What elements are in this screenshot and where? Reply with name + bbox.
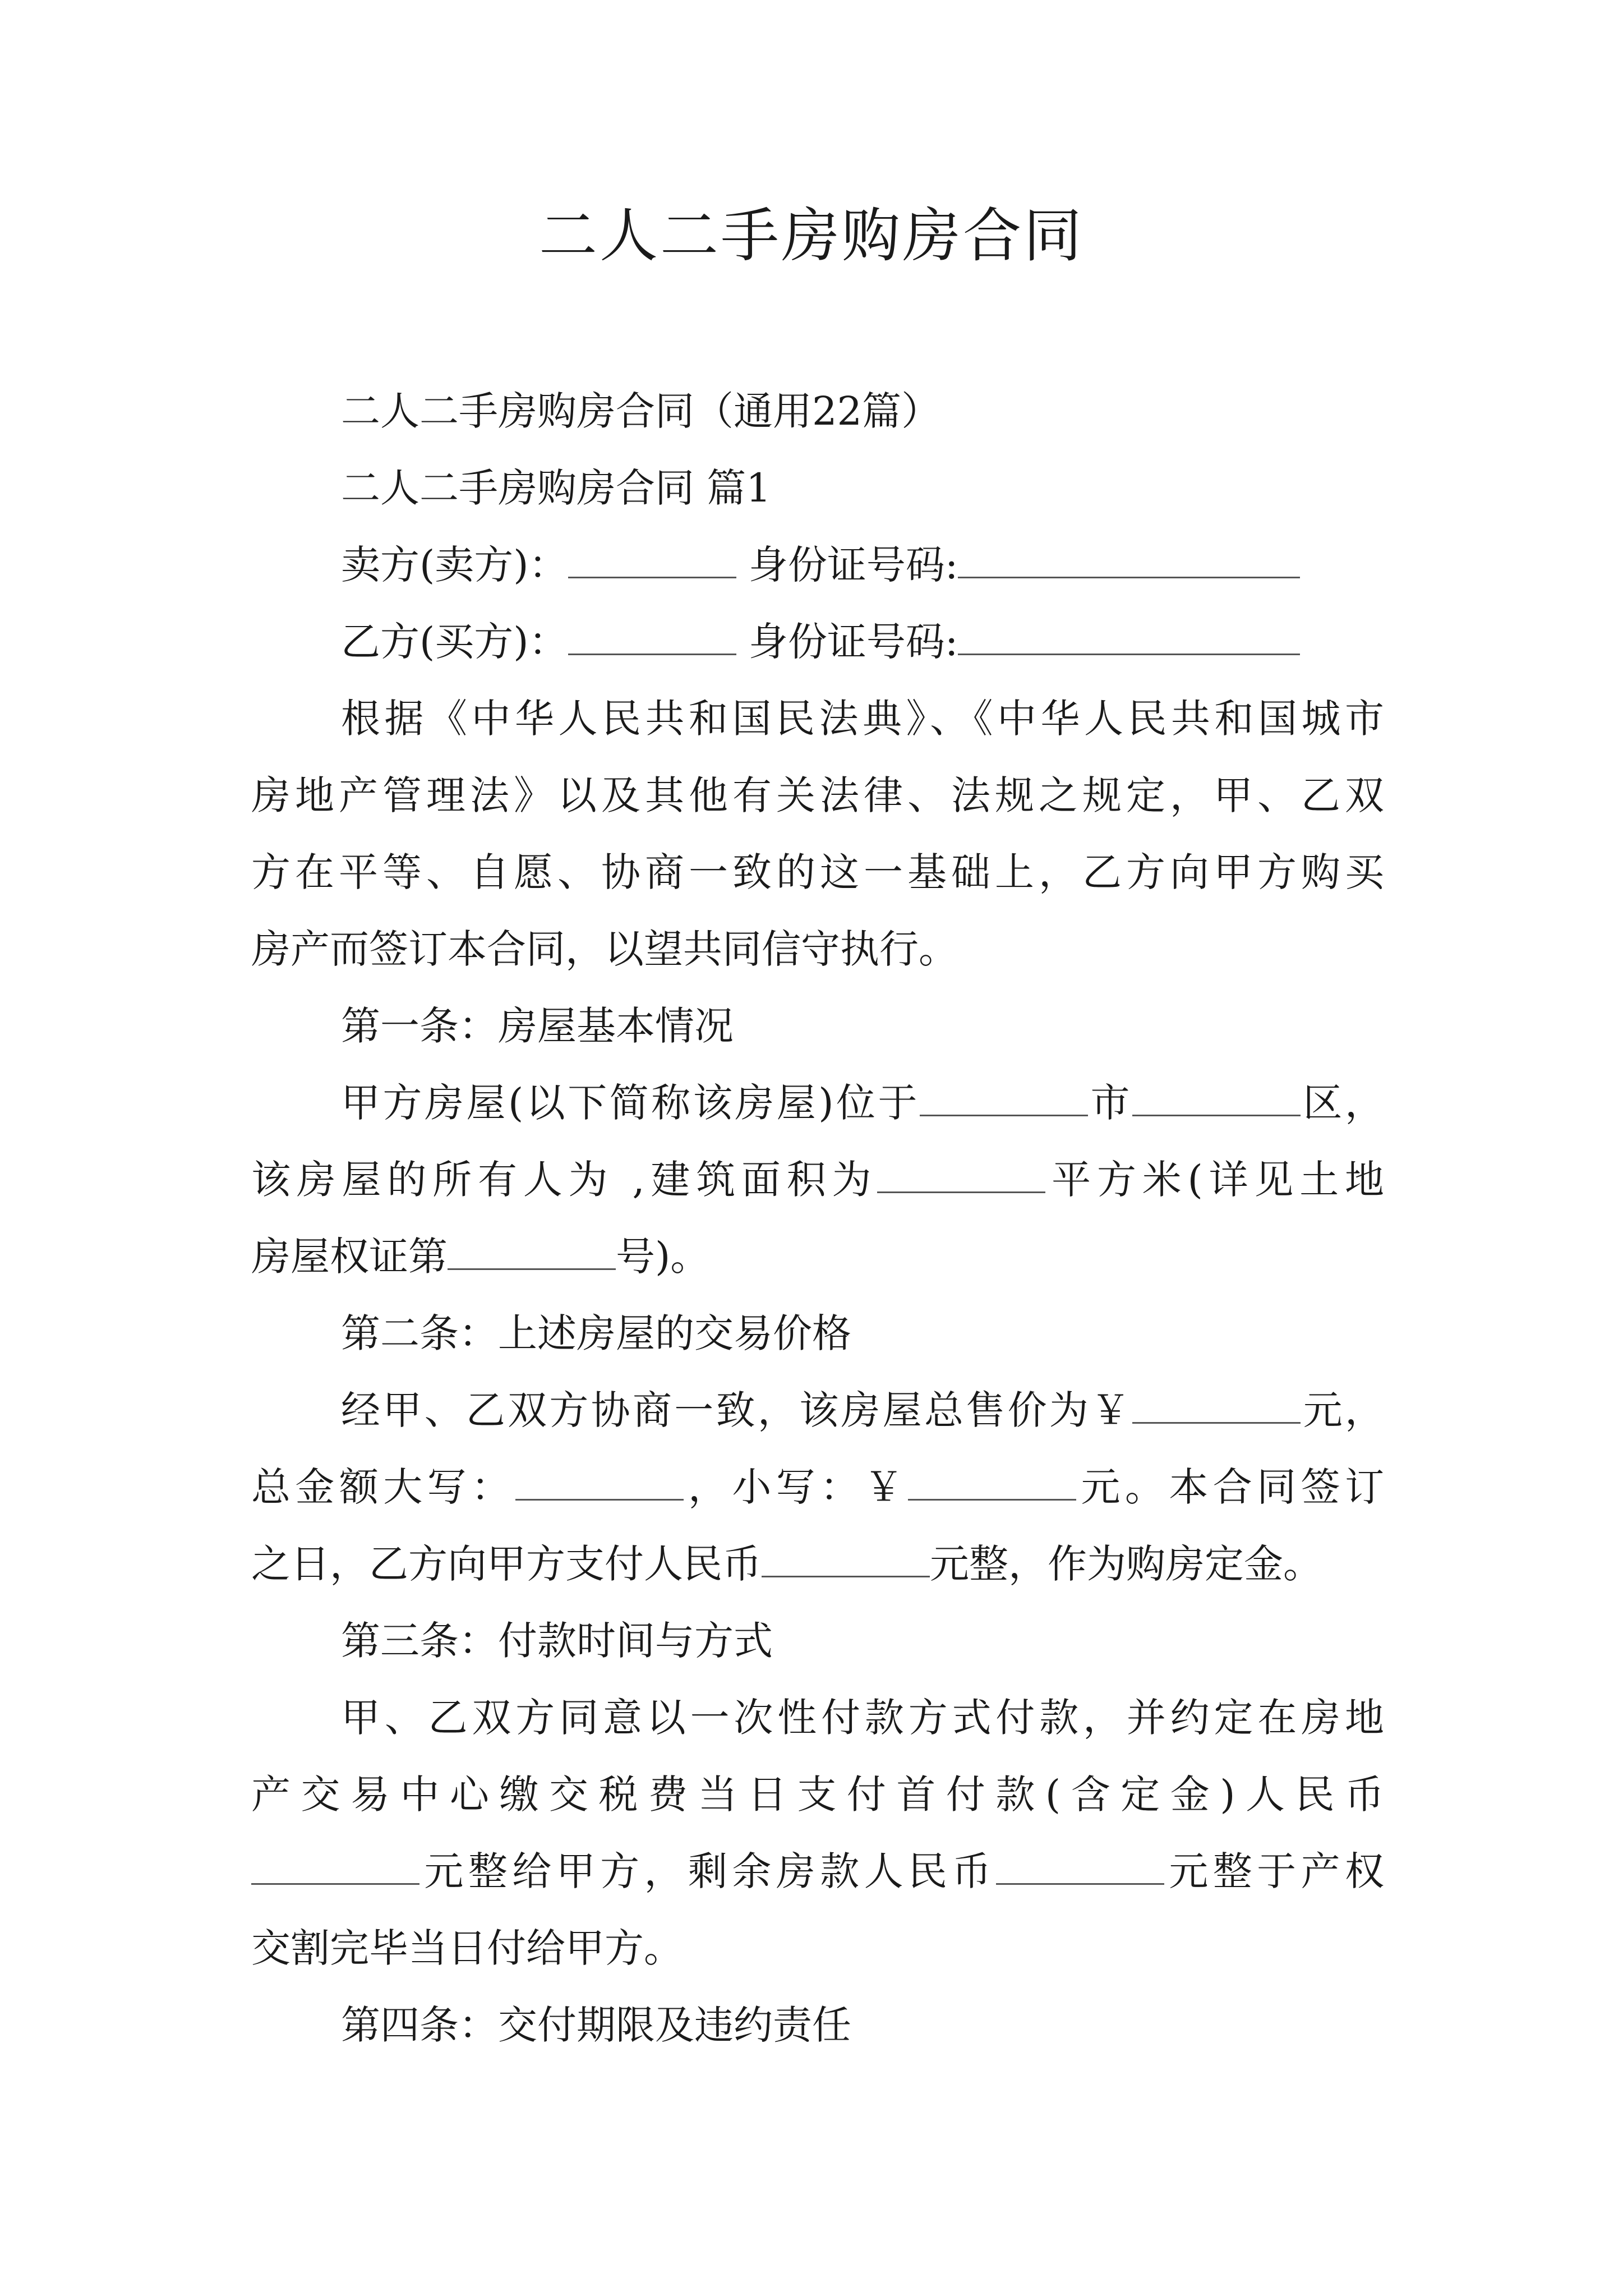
clause2-heading: 第二条：上述房屋的交易价格 xyxy=(341,1310,851,1356)
certificate-blank xyxy=(448,1231,616,1271)
seller-label: 卖方(卖方)： xyxy=(341,542,568,588)
clause1-l1-a: 甲方房屋(以下简称该房屋)位于 xyxy=(341,1080,920,1126)
buyer-label: 乙方(买方)： xyxy=(341,619,568,665)
buyer-line xyxy=(251,604,1384,680)
clause2-l3-a: 之日，乙方向甲方支付人民币 xyxy=(251,1541,762,1587)
document-body xyxy=(251,373,1384,2064)
seller-line xyxy=(251,527,1384,604)
total-price-blank xyxy=(1132,1385,1301,1424)
clause3-line-1: 甲、乙双方同意以一次性付款方式付款，并约定在房地 xyxy=(341,1695,1384,1741)
amount-words-blank xyxy=(515,1462,684,1501)
clause1-l3-a: 房屋权证第 xyxy=(251,1234,448,1280)
clause1-l1-c: 区， xyxy=(1301,1080,1385,1126)
clause3-l3-b: 元整于产权 xyxy=(1164,1848,1385,1894)
clause3-line-3 xyxy=(251,1833,1384,1910)
clause1-l3-b: 号)。 xyxy=(616,1234,710,1280)
article-heading: 二人二手房购房合同 篇1 xyxy=(341,465,771,511)
clause1-line-1 xyxy=(251,1065,1384,1142)
clause1-l2-b: 平方米(详见土地 xyxy=(1045,1157,1384,1203)
buyer-id-blank xyxy=(958,616,1300,656)
intro-line-1: 根据《中华人民共和国民法典》、《中华人民共和国城市 xyxy=(341,696,1384,742)
clause1-heading: 第一条：房屋基本情况 xyxy=(341,1003,734,1049)
clause2-l1-b: 元， xyxy=(1301,1387,1385,1433)
district-blank xyxy=(1132,1078,1301,1117)
seller-id-label: 身份证号码: xyxy=(748,542,958,588)
intro-line-2: 房地产管理法》以及其他有关法律、法规之规定，甲、乙双 xyxy=(251,772,1384,818)
clause1-l1-b: 市 xyxy=(1088,1080,1133,1126)
area-blank xyxy=(877,1154,1045,1194)
city-blank xyxy=(920,1078,1088,1117)
clause4-heading: 第四条：交付期限及违约责任 xyxy=(341,2002,851,2048)
clause3-line-2: 产交易中心缴交税费当日支付首付款(含定金)人民币 xyxy=(251,1772,1384,1818)
amount-figures-blank xyxy=(908,1462,1076,1501)
clause2-l3-b: 元整，作为购房定金。 xyxy=(930,1541,1322,1587)
seller-id-blank xyxy=(958,540,1300,579)
intro-line-3: 方在平等、自愿、协商一致的这一基础上，乙方向甲方购买 xyxy=(251,849,1384,895)
buyer-name-blank xyxy=(568,616,736,656)
clause1-line-2 xyxy=(251,1142,1384,1218)
subtitle: 二人二手房购房合同（通用22篇） xyxy=(341,388,941,434)
clause2-l1-a: 经甲、乙双方协商一致，该房屋总售价为￥ xyxy=(341,1387,1133,1433)
clause1-line-3 xyxy=(251,1218,1384,1295)
clause1-l2-a: 该房屋的所有人为 ,建筑面积为 xyxy=(251,1157,878,1203)
clause3-line-4: 交割完毕当日付给甲方。 xyxy=(251,1925,683,1971)
clause2-line-1 xyxy=(251,1372,1384,1449)
clause2-l2-c: 元。本合同签订 xyxy=(1076,1464,1385,1510)
balance-blank xyxy=(996,1846,1164,1885)
document-title: 二人二手房购房合同 xyxy=(538,201,1084,270)
buyer-id-label: 身份证号码: xyxy=(748,619,958,665)
clause2-line-2 xyxy=(251,1449,1384,1526)
clause3-l3-a: 元整给甲方，剩余房款人民币 xyxy=(419,1848,996,1894)
intro-line-4: 房产而签订本合同，以望共同信守执行。 xyxy=(251,926,958,972)
clause2-l2-b: ，小写：￥ xyxy=(683,1464,909,1510)
clause2-l2-a: 总金额大写： xyxy=(251,1464,515,1510)
clause3-heading: 第三条：付款时间与方式 xyxy=(341,1618,773,1664)
seller-name-blank xyxy=(568,540,736,579)
down-payment-blank xyxy=(251,1846,419,1885)
deposit-blank xyxy=(762,1539,930,1578)
clause2-line-3 xyxy=(251,1526,1384,1603)
